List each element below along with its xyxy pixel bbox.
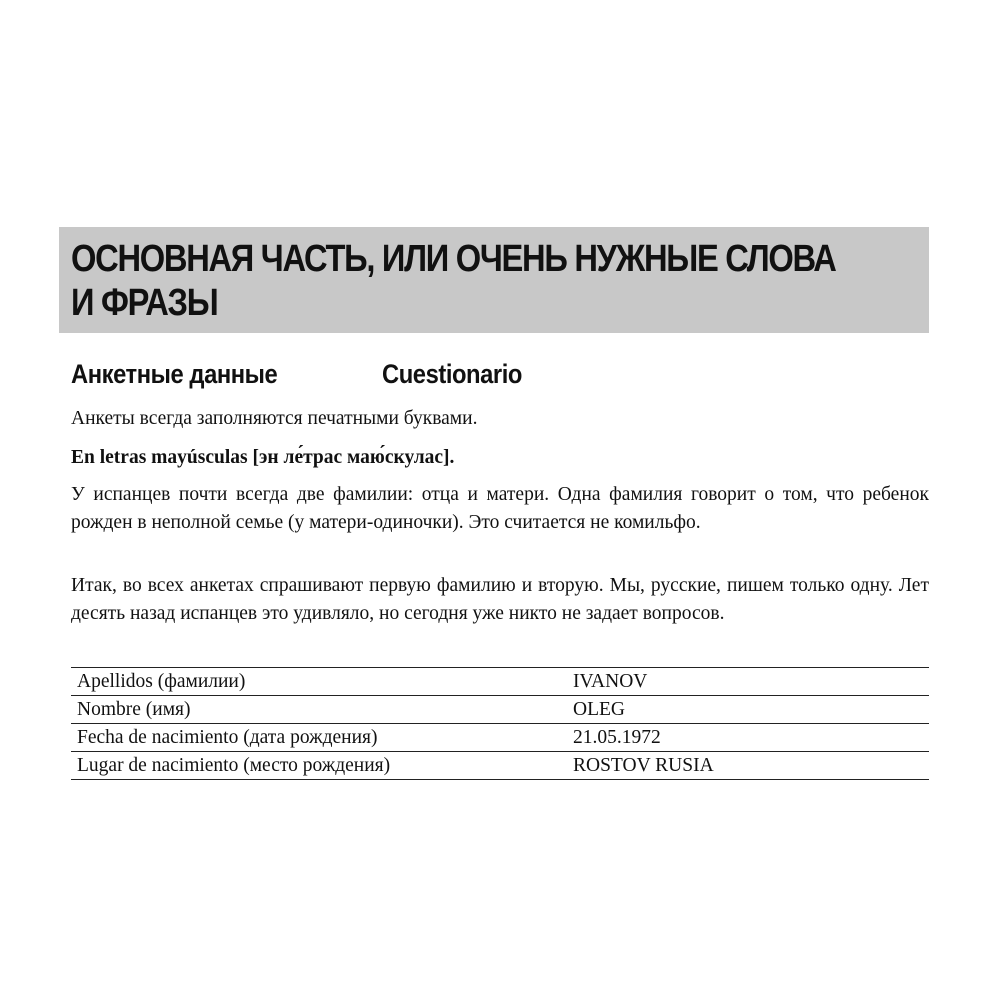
table-row (71, 696, 929, 724)
field-value: ROSTOV RUSIA (573, 754, 714, 776)
chapter-banner (59, 227, 929, 333)
section-title-russian: Анкетные данные (71, 359, 278, 389)
questionnaire-table (71, 667, 929, 780)
field-label: Apellidos (фамилии) (77, 670, 246, 692)
field-label: Lugar de nacimiento (место рождения) (77, 754, 391, 776)
section-heading (71, 356, 522, 392)
table-row (71, 668, 929, 696)
section-title-spanish: Cuestionario (382, 359, 522, 389)
chapter-title (71, 237, 931, 325)
chapter-title-line-1: ОСНОВНАЯ ЧАСТЬ, ИЛИ ОЧЕНЬ НУЖНЫЕ СЛОВА (71, 238, 836, 280)
paragraph-intro: Анкеты всегда заполняются печатными буквами. (71, 408, 478, 429)
paragraph-surnames: У испанцев почти всегда две фамилии: отца и матери. Одна фамилия говорит о том, что ребенок рожден в неполной семье (у матери-одиночки). Это считается не комильфо. (71, 484, 929, 533)
chapter-title-line-2: И ФРАЗЫ (71, 282, 218, 324)
field-label: Nombre (имя) (77, 698, 191, 720)
paragraph-forms: Итак, во всех анкетах спрашивают первую фамилию и вторую. Мы, русские, пишем только одну. Лет десять назад испанцев это удивляло, но сегодня уже никто не задает вопросов. (71, 575, 929, 624)
field-value: OLEG (573, 698, 625, 720)
table-row (71, 724, 929, 752)
field-value: 21.05.1972 (573, 726, 661, 748)
paragraph-phrase: En letras mayúsculas [эн ле́трас маю́скулас]. (71, 447, 455, 468)
table-row (71, 752, 929, 780)
field-label: Fecha de nacimiento (дата рождения) (77, 726, 378, 748)
field-value: IVANOV (573, 670, 648, 692)
